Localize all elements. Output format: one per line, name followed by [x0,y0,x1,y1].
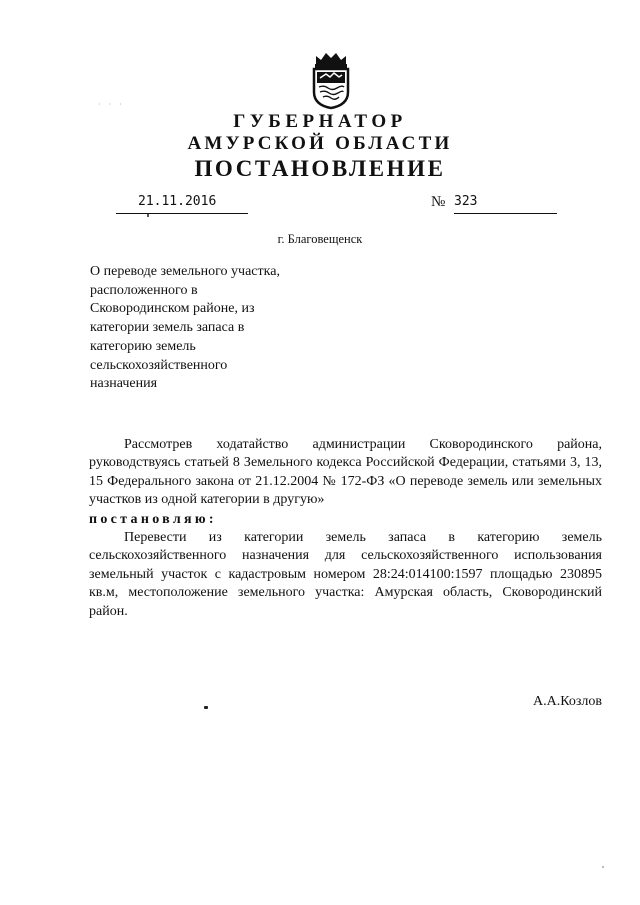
subject-line: категории земель запаса в [90,320,245,336]
subject-line: Сковородинском районе, из [90,301,255,317]
subject-line: категорию земель [90,338,196,354]
document-body [89,436,602,621]
signatory-name: А.А.Козлов [533,694,602,709]
date-field [116,193,248,214]
document-number: 323 [454,194,478,209]
subject-line: сельскохозяйственного [90,357,228,373]
decision-paragraph: Перевести из категории земель запаса в категорию земель сельскохозяйственного назначения для сельскохозяйственного использования земельный участок с кадастровым номером 28:24:014100:1597 площадью 230895 кв.м, местоположение земельного участка: Амурская область, Сковородинский район. [89,530,602,619]
document-subject [90,263,330,394]
place-of-issue: г. Благовещенск [277,232,363,246]
scan-artifact-tick [147,214,149,217]
authority-title: ГУБЕРНАТОР [233,111,407,132]
document-type-title: ПОСТАНОВЛЕНИЕ [194,156,446,181]
preamble-paragraph: Рассмотрев ходатайство администрации Сковородинского района, руководствуясь статьей 8 Земельного кодекса Российской Федерации, статьями 3, 13, 15 Федерального закона от 21.12.2004 № 172-ФЗ «О переводе земель или земельных участков из одной категории в другую» [89,437,602,508]
number-label: № [431,194,446,210]
amur-region-coat-of-arms-icon [306,50,356,110]
number-field [454,193,557,214]
document-date: 21.11.2016 [138,194,217,209]
scan-artifact-dots: · · · [98,100,125,109]
scan-artifact-dot [602,866,604,868]
region-title: АМУРСКОЙ ОБЛАСТИ [187,133,453,154]
subject-line: назначения [90,376,158,392]
resolve-word: постановляю: [89,511,217,527]
scan-artifact-mark [204,706,208,709]
subject-line: О переводе земельного участка, [90,264,280,279]
subject-line: расположенного в [90,282,198,298]
